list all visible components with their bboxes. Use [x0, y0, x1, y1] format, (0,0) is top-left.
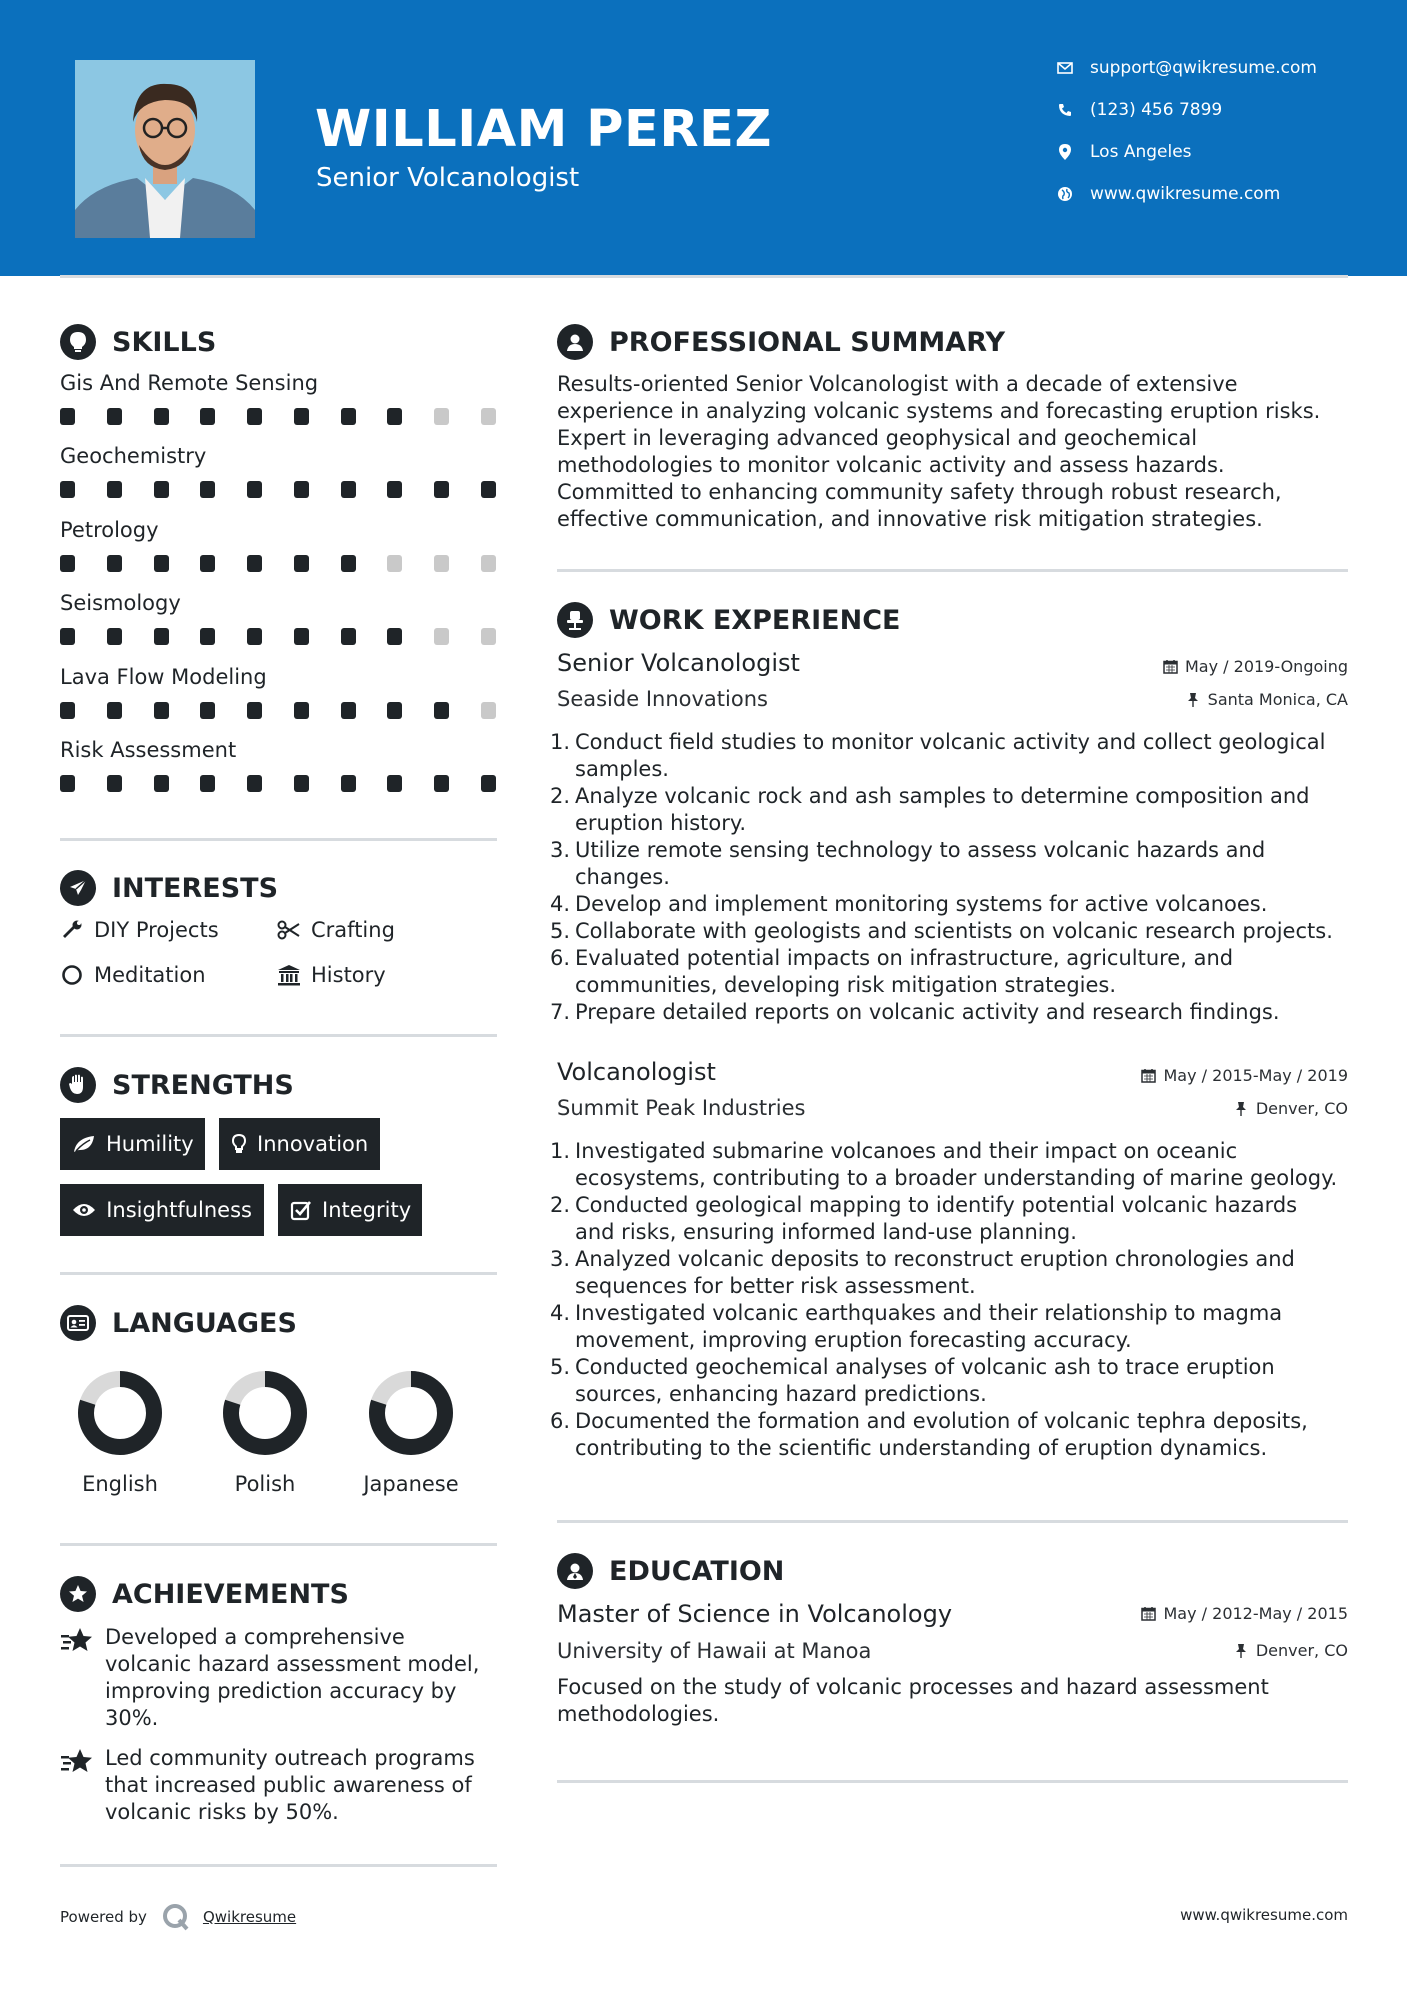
bullet-text: Analyze volcanic rock and ash samples to determine composition and — [575, 784, 1310, 808]
skill-name: Risk Assessment — [60, 738, 237, 762]
job-bullet-continuation — [550, 972, 1350, 999]
skill-name: Geochemistry — [60, 444, 207, 469]
skill-rating — [60, 555, 496, 572]
contact-website-text: www.qwikresume.com — [1090, 184, 1281, 204]
skill-name: Petrology — [60, 517, 159, 542]
bullet-text: Conduct field studies to monitor volcanic activity and collect geological — [575, 730, 1326, 754]
bullet-text: Conducted geochemical analyses of volcanic ash to trace eruption — [575, 1355, 1275, 1379]
language-donut — [220, 1368, 310, 1458]
skill-dot — [154, 555, 169, 572]
contact-location — [1055, 142, 1192, 162]
job-bullet — [550, 1192, 1350, 1219]
job-location-text: Denver, CO — [1255, 1099, 1348, 1118]
language-donut — [75, 1368, 165, 1458]
education-dates-text: May / 2012-May / 2015 — [1163, 1604, 1348, 1623]
skill-dot — [434, 408, 449, 425]
achievement-line: Led community outreach programs — [105, 1746, 475, 1770]
interest-label: Crafting — [311, 918, 395, 942]
job-bullets — [550, 1138, 1350, 1462]
skill-dot — [294, 408, 309, 425]
language-label: Polish — [234, 1472, 296, 1496]
education-dates — [1141, 1604, 1349, 1623]
job-bullet — [550, 999, 1350, 1026]
calendar-icon — [1141, 1606, 1157, 1622]
star-badge-icon — [60, 1576, 96, 1612]
achievement-line: volcanic hazard assessment model, — [105, 1652, 480, 1676]
bullet-text: communities, developing risk mitigation strategies. — [575, 973, 1117, 997]
pushpin-icon — [1233, 1101, 1249, 1117]
education-description — [557, 1674, 1269, 1728]
skill-name: Lava Flow Modeling — [60, 664, 267, 689]
skill-dot — [341, 408, 356, 425]
summary-line: Results-oriented Senior Volcanologist with a decade of extensive — [557, 372, 1238, 396]
pushpin-icon — [1185, 692, 1201, 708]
job-bullet-continuation — [550, 1327, 1350, 1354]
lightbulb-icon — [60, 324, 96, 360]
education-line: methodologies. — [557, 1702, 720, 1726]
skill-dot — [60, 628, 75, 645]
bullet-number: 1. — [550, 730, 571, 754]
bullet-number — [550, 1381, 575, 1408]
job-bullet — [550, 891, 1350, 918]
skill-dot — [60, 702, 75, 719]
skill-dot — [434, 628, 449, 645]
interest-item — [277, 918, 395, 942]
bullet-text: Investigated submarine volcanoes and their impact on oceanic — [575, 1139, 1238, 1163]
job-company: Seaside Innovations — [557, 687, 768, 711]
skill-dot — [247, 628, 262, 645]
skill-dot — [60, 555, 75, 572]
achievement-line: improving prediction accuracy by — [105, 1679, 457, 1703]
skill-dot — [247, 775, 262, 792]
skill-dot — [481, 702, 496, 719]
contact-phone[interactable] — [1055, 100, 1222, 120]
skill-dot — [387, 628, 402, 645]
job-bullet-continuation — [550, 1435, 1350, 1462]
bullet-number: 5. — [550, 1355, 571, 1379]
strength-label: Insightfulness — [106, 1198, 252, 1222]
globe-icon — [1055, 184, 1075, 204]
job-bullet-continuation — [550, 756, 1350, 783]
skill-dot — [387, 702, 402, 719]
powered-by-text: Powered by — [60, 1908, 147, 1926]
checkbox-icon — [290, 1197, 312, 1223]
summary-divider — [557, 569, 1348, 572]
skill-dot — [247, 408, 262, 425]
envelope-icon — [1055, 58, 1075, 78]
language-label: English — [82, 1472, 158, 1496]
skill-dot — [200, 775, 215, 792]
experience-title: WORK EXPERIENCE — [609, 604, 901, 636]
achievement-line: volcanic risks by 50%. — [105, 1800, 339, 1824]
language-ring — [336, 1368, 486, 1458]
education-school: University of Hawaii at Manoa — [557, 1639, 872, 1663]
bullet-number: 1. — [550, 1139, 571, 1163]
qwikresume-link[interactable]: Qwikresume — [202, 1908, 297, 1926]
skill-rating — [60, 702, 496, 719]
skill-dot — [247, 702, 262, 719]
header-banner — [0, 0, 1407, 276]
interests-title: INTERESTS — [112, 872, 279, 904]
achievements-title: ACHIEVEMENTS — [112, 1578, 349, 1610]
skill-dot — [341, 481, 356, 498]
language-label: Japanese — [363, 1472, 459, 1496]
paper-plane-icon — [60, 870, 96, 906]
job-dates-text: May / 2019-Ongoing — [1185, 657, 1348, 676]
skill-dot — [107, 481, 122, 498]
skill-name: Gis And Remote Sensing — [60, 371, 319, 395]
contact-phone-text: (123) 456 7899 — [1090, 100, 1223, 120]
job-dates — [1162, 657, 1348, 676]
bullet-number: 3. — [550, 838, 571, 862]
bullet-number: 3. — [550, 1247, 571, 1271]
job-bullet — [550, 1354, 1350, 1381]
footer-powered-by — [60, 1902, 296, 1932]
strengths-divider — [60, 1272, 497, 1275]
qwikresume-logo-icon — [161, 1902, 191, 1932]
job-bullet-continuation — [550, 1381, 1350, 1408]
education-line: Focused on the study of volcanic processes and hazard assessment — [557, 1675, 1269, 1699]
bullet-text: Documented the formation and evolution of volcanic tephra deposits, — [575, 1409, 1308, 1433]
summary-line: Committed to enhancing community safety through robust research, — [557, 480, 1282, 504]
strengths-heading — [60, 1067, 294, 1103]
wrench-icon — [60, 918, 84, 942]
strength-label: Humility — [106, 1132, 194, 1156]
achievements-divider — [60, 1864, 497, 1867]
office-chair-icon — [557, 602, 593, 638]
skill-dot — [294, 481, 309, 498]
job-bullet — [550, 729, 1350, 756]
interest-label: Meditation — [94, 963, 206, 987]
skill-dot — [434, 702, 449, 719]
bullet-number — [550, 810, 575, 837]
bullet-number — [550, 1165, 575, 1192]
job-bullet — [550, 1138, 1350, 1165]
skill-rating — [60, 775, 496, 792]
bullet-text: ecosystems, contributing to a broader understanding of marine geology. — [575, 1166, 1338, 1190]
hand-icon — [60, 1067, 96, 1103]
skill-dot — [107, 628, 122, 645]
bullet-text: Conducted geological mapping to identify potential volcanic hazards — [575, 1193, 1298, 1217]
id-card-icon — [60, 1305, 96, 1341]
skill-dot — [294, 775, 309, 792]
language-ring — [45, 1368, 195, 1458]
achievement-item — [60, 1745, 500, 1826]
skill-dot — [200, 481, 215, 498]
strength-chip — [278, 1184, 422, 1236]
skill-dot — [341, 702, 356, 719]
bullet-number — [550, 1219, 575, 1246]
job-location — [1233, 1099, 1348, 1118]
interests-heading — [60, 870, 278, 906]
contact-website[interactable] — [1055, 184, 1280, 204]
job-role: Senior Volcanologist — [557, 649, 800, 677]
skill-dot — [294, 628, 309, 645]
skill-dot — [154, 775, 169, 792]
bullet-text: samples. — [575, 757, 669, 781]
skill-dot — [434, 481, 449, 498]
map-pin-icon — [1055, 142, 1075, 162]
education-location — [1233, 1641, 1348, 1660]
header-divider — [60, 275, 1348, 278]
contact-email-text: support@qwikresume.com — [1090, 58, 1317, 78]
job-bullet-continuation — [550, 864, 1350, 891]
job-location-text: Santa Monica, CA — [1207, 690, 1348, 709]
achievement-item — [60, 1624, 500, 1732]
skill-dot — [434, 775, 449, 792]
bullet-text: Analyzed volcanic deposits to reconstruct eruption chronologies and — [575, 1247, 1295, 1271]
skill-dot — [107, 408, 122, 425]
skill-dot — [481, 775, 496, 792]
user-icon — [557, 324, 593, 360]
interest-label: DIY Projects — [94, 918, 219, 942]
skill-dot — [247, 555, 262, 572]
candidate-title: Senior Volcanologist — [316, 163, 580, 193]
job-bullet — [550, 1408, 1350, 1435]
skill-name: Seismology — [60, 591, 181, 616]
languages-title: LANGUAGES — [112, 1307, 297, 1339]
interest-item — [277, 963, 386, 987]
skills-title: SKILLS — [112, 326, 217, 358]
bank-icon — [277, 963, 301, 987]
bullet-number: 2. — [550, 784, 571, 808]
job-bullet-continuation — [550, 1165, 1350, 1192]
summary-text — [557, 371, 1320, 533]
strength-label: Innovation — [257, 1132, 369, 1156]
candidate-name: WILLIAM PEREZ — [315, 100, 772, 159]
skill-dot — [200, 702, 215, 719]
skill-dot — [387, 481, 402, 498]
skill-dot — [481, 481, 496, 498]
bullet-number: 6. — [550, 946, 571, 970]
contact-location-text: Los Angeles — [1090, 142, 1192, 162]
profile-photo — [75, 60, 255, 238]
pushpin-icon — [1233, 1643, 1249, 1659]
job-bullet — [550, 783, 1350, 810]
calendar-icon — [1162, 659, 1178, 675]
skill-dot — [481, 555, 496, 572]
skill-dot — [341, 628, 356, 645]
bullet-text: Evaluated potential impacts on infrastructure, agriculture, and — [575, 946, 1234, 970]
bullet-number: 5. — [550, 919, 571, 943]
skill-rating — [60, 408, 496, 425]
summary-line: methodologies to monitor volcanic activity and assess hazards. — [557, 453, 1225, 477]
language-donut — [366, 1368, 456, 1458]
bullet-text: contributing to the scientific understanding of eruption dynamics. — [575, 1436, 1268, 1460]
skills-heading — [60, 324, 216, 360]
leaf-icon — [72, 1131, 96, 1157]
job-bullets — [550, 729, 1350, 1026]
skill-dot — [154, 702, 169, 719]
skill-dot — [294, 555, 309, 572]
bullet-text: Investigated volcanic earthquakes and their relationship to magma — [575, 1301, 1283, 1325]
footer-website[interactable]: www.qwikresume.com — [1180, 1906, 1348, 1924]
job-bullet-continuation — [550, 810, 1350, 837]
summary-line: effective communication, and innovative risk mitigation strategies. — [557, 507, 1263, 531]
education-location-text: Denver, CO — [1255, 1641, 1348, 1660]
star-icon — [60, 1747, 94, 1777]
summary-heading — [557, 324, 1005, 360]
experience-heading — [557, 602, 900, 638]
interests-divider — [60, 1034, 497, 1037]
job-bullet — [550, 945, 1350, 972]
skill-dot — [387, 408, 402, 425]
calendar-icon — [1141, 1068, 1157, 1084]
skill-rating — [60, 481, 496, 498]
skill-dot — [434, 555, 449, 572]
skill-dot — [294, 702, 309, 719]
job-bullet — [550, 837, 1350, 864]
graduate-icon — [557, 1553, 593, 1589]
bullet-text: sources, enhancing hazard predictions. — [575, 1382, 987, 1406]
skill-rating — [60, 628, 496, 645]
skill-dot — [107, 555, 122, 572]
skill-dot — [154, 408, 169, 425]
skill-dot — [154, 628, 169, 645]
achievement-line: Developed a comprehensive — [105, 1625, 405, 1649]
strengths-title: STRENGTHS — [112, 1069, 294, 1101]
bullet-text: Collaborate with geologists and scientists on volcanic research projects. — [575, 919, 1333, 943]
strength-chip — [60, 1184, 264, 1236]
bullet-text: changes. — [575, 865, 670, 889]
skill-dot — [60, 481, 75, 498]
skill-dot — [154, 481, 169, 498]
phone-icon — [1055, 100, 1075, 120]
skill-dot — [341, 775, 356, 792]
experience-divider — [557, 1520, 1348, 1523]
bullet-text: movement, improving eruption forecasting accuracy. — [575, 1328, 1132, 1352]
education-title: EDUCATION — [609, 1555, 785, 1587]
education-divider — [557, 1780, 1348, 1783]
bullet-text: and risks, ensuring informed land-use planning. — [575, 1220, 1077, 1244]
bullet-number — [550, 756, 575, 783]
job-dates-text: May / 2015-May / 2019 — [1163, 1066, 1348, 1085]
bullet-text: Develop and implement monitoring systems for active volcanoes. — [575, 892, 1268, 916]
job-bullet — [550, 918, 1350, 945]
bullet-number: 7. — [550, 1000, 571, 1024]
job-bullet-continuation — [550, 1273, 1350, 1300]
skills-divider — [60, 838, 497, 841]
achievement-text — [105, 1745, 475, 1826]
bullet-number — [550, 1273, 575, 1300]
skill-dot — [200, 555, 215, 572]
interest-item — [60, 918, 219, 942]
skill-dot — [200, 628, 215, 645]
bullet-number — [550, 1327, 575, 1354]
bullet-number: 4. — [550, 1301, 571, 1325]
skill-dot — [387, 775, 402, 792]
contact-email[interactable] — [1055, 58, 1317, 78]
skill-dot — [107, 702, 122, 719]
eye-icon — [72, 1197, 96, 1223]
scissors-icon — [277, 918, 301, 942]
achievement-line: that increased public awareness of — [105, 1773, 472, 1797]
skill-dot — [200, 408, 215, 425]
bullet-number — [550, 1435, 575, 1462]
job-company: Summit Peak Industries — [557, 1096, 806, 1120]
skill-dot — [60, 775, 75, 792]
strength-chip — [219, 1118, 380, 1170]
language-ring — [190, 1368, 340, 1458]
job-bullet-continuation — [550, 1219, 1350, 1246]
skill-dot — [341, 555, 356, 572]
interest-item — [60, 963, 206, 987]
bullet-text: eruption history. — [575, 811, 747, 835]
skill-dot — [387, 555, 402, 572]
job-dates — [1141, 1066, 1349, 1085]
bullet-number — [550, 972, 575, 999]
achievement-line: 30%. — [105, 1706, 159, 1730]
bullet-text: Prepare detailed reports on volcanic activity and research findings. — [575, 1000, 1280, 1024]
skill-dot — [481, 628, 496, 645]
job-role: Volcanologist — [557, 1058, 716, 1086]
skill-dot — [481, 408, 496, 425]
summary-title: PROFESSIONAL SUMMARY — [609, 326, 1006, 358]
job-location — [1185, 690, 1348, 709]
education-degree: Master of Science in Volcanology — [557, 1600, 953, 1628]
bullet-text: sequences for better risk assessment. — [575, 1274, 976, 1298]
summary-line: experience in analyzing volcanic systems and forecasting eruption risks. — [557, 399, 1321, 423]
skill-dot — [247, 481, 262, 498]
skill-dot — [107, 775, 122, 792]
star-icon — [60, 1626, 94, 1656]
circle-icon — [60, 963, 84, 987]
strength-label: Integrity — [322, 1198, 412, 1222]
achievements-heading — [60, 1576, 349, 1612]
education-heading — [557, 1553, 784, 1589]
bullet-text: Utilize remote sensing technology to assess volcanic hazards and — [575, 838, 1266, 862]
achievement-text — [105, 1624, 479, 1732]
strength-chip — [60, 1118, 205, 1170]
languages-divider — [60, 1543, 497, 1546]
skill-dot — [60, 408, 75, 425]
bullet-number: 4. — [550, 892, 571, 916]
bullet-number — [550, 864, 575, 891]
languages-heading — [60, 1305, 297, 1341]
job-bullet — [550, 1246, 1350, 1273]
bullet-number: 6. — [550, 1409, 571, 1433]
lightbulb-outline-icon — [231, 1131, 247, 1157]
job-bullet — [550, 1300, 1350, 1327]
interest-label: History — [311, 963, 386, 987]
summary-line: Expert in leveraging advanced geophysical and geochemical — [557, 426, 1198, 450]
bullet-number: 2. — [550, 1193, 571, 1217]
